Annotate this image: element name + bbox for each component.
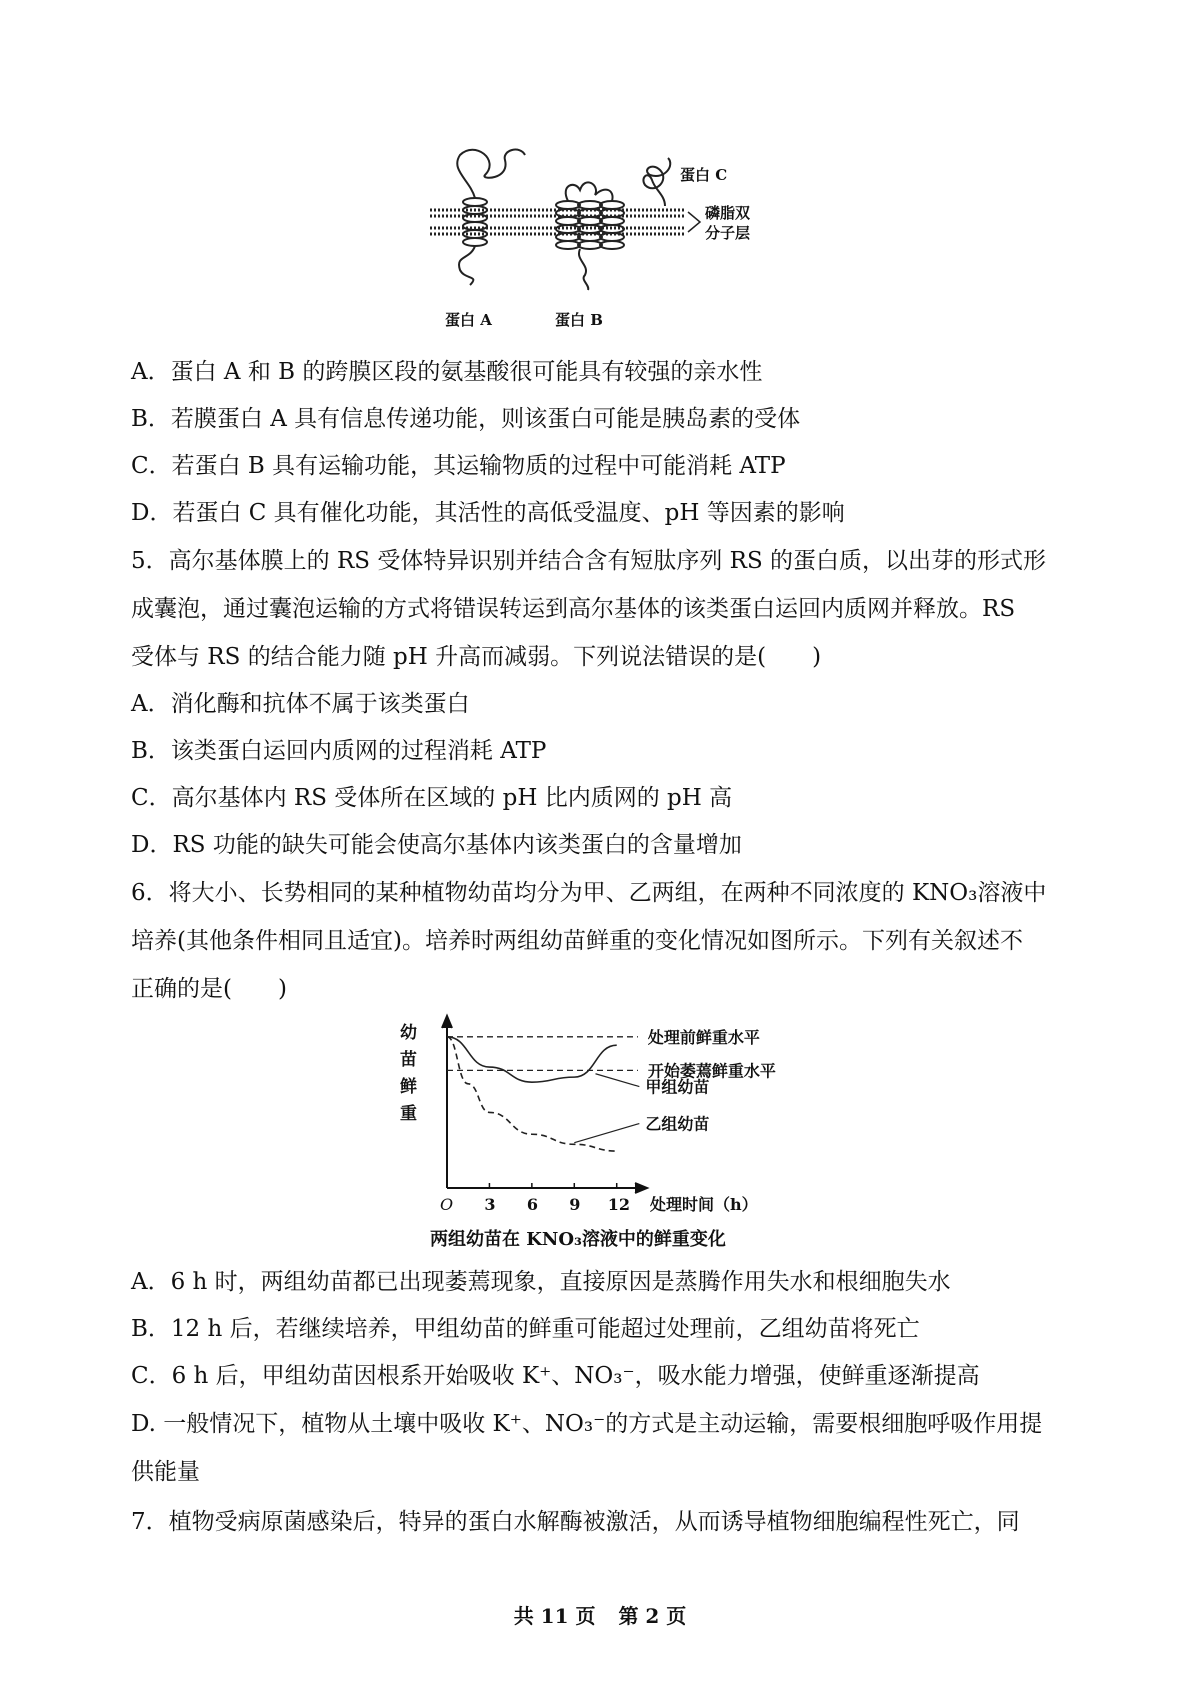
x-tick-label: 3 <box>484 1195 496 1214</box>
q5-option-b: B．该类蛋白运回内质网的过程消耗 ATP <box>131 738 547 764</box>
series-leader-line <box>596 1074 640 1087</box>
protein-b-shape <box>556 182 624 290</box>
q4-option-b: B．若膜蛋白 A 具有信息传递功能，则该蛋白可能是胰岛素的受体 <box>131 406 801 432</box>
reference-lines <box>447 1037 638 1071</box>
x-axis-label: 处理时间（h） <box>650 1195 758 1214</box>
protein-c-label: 蛋白 C <box>680 166 728 184</box>
origin-label: O <box>440 1195 454 1214</box>
series-leader-line <box>574 1124 639 1143</box>
series-label: 乙组幼苗 <box>645 1114 710 1134</box>
current-page: 第 2 页 <box>618 1604 687 1628</box>
y-axis-label-char: 幼 <box>400 1023 417 1043</box>
y-axis-label-char: 鲜 <box>400 1077 417 1097</box>
q4-option-a: A．蛋白 A 和 B 的跨膜区段的氨基酸很可能具有较强的亲水性 <box>131 359 763 385</box>
q6-stem-line2: 培养(其他条件相同且适宜)。培养时两组幼苗鲜重的变化情况如图所示。下列有关叙述不 <box>131 928 1023 954</box>
bilayer-label-line2: 分子层 <box>705 224 751 242</box>
x-tick-label: 12 <box>607 1195 630 1214</box>
protein-b-label: 蛋白 B <box>555 311 603 329</box>
q5-option-c: C．高尔基体内 RS 受体所在区域的 pH 比内质网的 pH 高 <box>131 785 733 811</box>
reference-line-label: 处理前鲜重水平 <box>647 1027 760 1047</box>
q7-stem-line1: 7．植物受病原菌感染后，特异的蛋白水解酶被激活，从而诱导植物细胞编程性死亡，同 <box>131 1509 1020 1535</box>
q6-option-c: C．6 h 后，甲组幼苗因根系开始吸收 K⁺、NO₃⁻，吸水能力增强，使鲜重逐渐提高 <box>131 1363 980 1389</box>
q4-option-d: D．若蛋白 C 具有催化功能，其活性的高低受温度、pH 等因素的影响 <box>131 500 845 526</box>
protein-c-shape <box>643 158 670 206</box>
bilayer-label-line1: 磷脂双 <box>705 204 751 222</box>
q6-stem-line3: 正确的是( ) <box>131 976 287 1002</box>
q6-option-d-line1: D. 一般情况下，植物从土壤中吸收 K⁺、NO₃⁻的方式是主动运输，需要根细胞呼吸作用提 <box>131 1411 1043 1437</box>
page-footer <box>0 1600 1200 1629</box>
x-tick-label: 9 <box>569 1195 581 1214</box>
membrane-protein-figure <box>430 140 790 330</box>
chart-series <box>447 1037 617 1151</box>
series-label: 甲组幼苗 <box>645 1077 710 1097</box>
q6-option-b: B．12 h 后，若继续培养，甲组幼苗的鲜重可能超过处理前，乙组幼苗将死亡 <box>131 1316 920 1342</box>
fresh-weight-chart <box>400 1010 860 1225</box>
series-line <box>447 1037 617 1151</box>
q5-stem-line3: 受体与 RS 的结合能力随 pH 升高而减弱。下列说法错误的是( ) <box>131 644 822 670</box>
q6-stem-line1: 6．将大小、长势相同的某种植物幼苗均分为甲、乙两组，在两种不同浓度的 KNO₃溶液中 <box>131 880 1047 906</box>
q5-option-a: A．消化酶和抗体不属于该类蛋白 <box>131 691 470 717</box>
reference-line-label: 开始萎蔫鲜重水平 <box>647 1061 776 1081</box>
chart-axes <box>442 1016 647 1193</box>
q5-stem-line2: 成囊泡，通过囊泡运输的方式将错误转运到高尔基体的该类蛋白运回内质网并释放。RS <box>131 596 1016 622</box>
total-pages: 共 11 页 <box>513 1604 596 1628</box>
q6-option-d-line2: 供能量 <box>131 1459 200 1485</box>
y-axis-label-char: 苗 <box>400 1050 417 1070</box>
series-line <box>447 1037 617 1082</box>
x-tick-label: 6 <box>526 1195 538 1214</box>
q6-option-a: A．6 h 时，两组幼苗都已出现萎蔫现象，直接原因是蒸腾作用失水和根细胞失水 <box>131 1269 951 1295</box>
q5-option-d: D．RS 功能的缺失可能会使高尔基体内该类蛋白的含量增加 <box>131 832 742 858</box>
protein-a-label: 蛋白 A <box>445 311 492 329</box>
y-axis-label-char: 重 <box>400 1104 417 1124</box>
chart-labels <box>574 1028 776 1143</box>
y-axis-label <box>400 1022 417 1124</box>
q4-option-c: C．若蛋白 B 具有运输功能，其运输物质的过程中可能消耗 ATP <box>131 453 786 479</box>
chart-title: 两组幼苗在 KNO₃溶液中的鲜重变化 <box>430 1229 726 1250</box>
q5-stem-line1: 5．高尔基体膜上的 RS 受体特异识别并结合含有短肽序列 RS 的蛋白质，以出芽的形式形 <box>131 548 1047 574</box>
